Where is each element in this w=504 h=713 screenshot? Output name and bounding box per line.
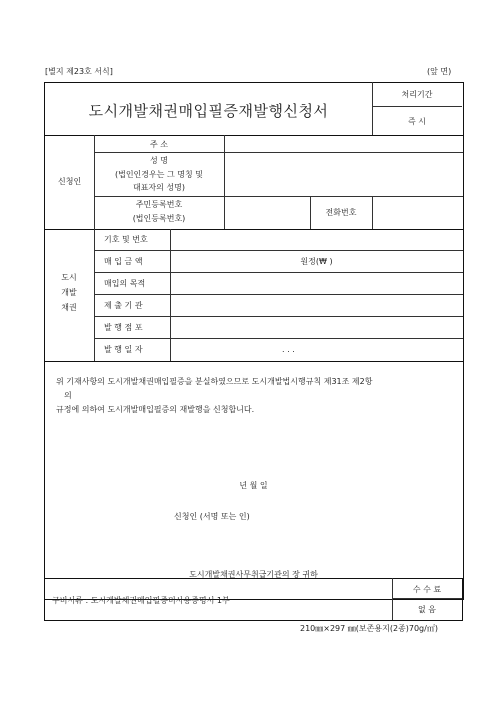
reg-no-note: (법인등록번호): [132, 214, 186, 223]
purchase-amount-value: 원정(₩ ): [300, 257, 333, 266]
fee-value: 없 음: [418, 605, 436, 614]
bond-section-label-3: 채권: [61, 303, 77, 312]
required-documents: 구비서류 : 도시개발채권매입필증미사용증명서 1부: [52, 596, 230, 605]
issue-date-value: . . .: [282, 345, 295, 354]
address-label: 주 소: [150, 140, 168, 149]
bond-row-label: 매 입 금 액: [104, 257, 143, 266]
name-label: 성 명: [150, 156, 168, 165]
statement-line-1: 위 기재사항의 도시개발채권매입필증을 분실하였으므로 도시개발법시행규칙 제31조 제2항: [56, 377, 373, 386]
fee-label: 수 수 료: [412, 585, 442, 594]
date-line: 년 월 일: [239, 481, 268, 490]
form-title: 도시개발채권매입필증재발행신청서: [88, 102, 329, 120]
form-code: [별지 제23호 서식]: [45, 67, 113, 76]
bond-row-label: 매입의 목적: [104, 279, 146, 288]
signer-line: 신청인 (서명 또는 인): [174, 512, 250, 521]
front-label: (앞 면): [427, 67, 452, 76]
addressee: 도시개발채권사무취급기관의 장 귀하: [189, 570, 318, 579]
reg-no-label: 주민등록번호: [135, 200, 183, 209]
bond-section-label-2: 개발: [61, 288, 77, 297]
bond-section-label-1: 도시: [61, 273, 77, 282]
applicant-section-label: 신청인: [58, 177, 82, 186]
bond-row-label: 발 행 점 포: [104, 323, 143, 332]
paper-note: 210㎜×297 ㎜(보존용지(2종)70g/㎡): [300, 624, 438, 633]
bond-row-label: 발 행 일 자: [104, 345, 143, 354]
phone-label: 전화번호: [325, 208, 357, 217]
statement-line-3: 규정에 의하여 도시개발매입필증의 재발행을 신청합니다.: [56, 405, 255, 414]
name-note-2: 대표자의 성명): [132, 183, 186, 192]
bond-row-label: 제 출 기 관: [104, 301, 143, 310]
bond-row-label: 기호 및 번호: [104, 235, 148, 244]
processing-period-label: 처리기간: [401, 90, 433, 99]
statement-line-2: 의: [64, 391, 72, 400]
processing-period-value: 즉 시: [408, 117, 426, 126]
name-note-1: (법인인경우는 그 명칭 및: [114, 170, 204, 179]
